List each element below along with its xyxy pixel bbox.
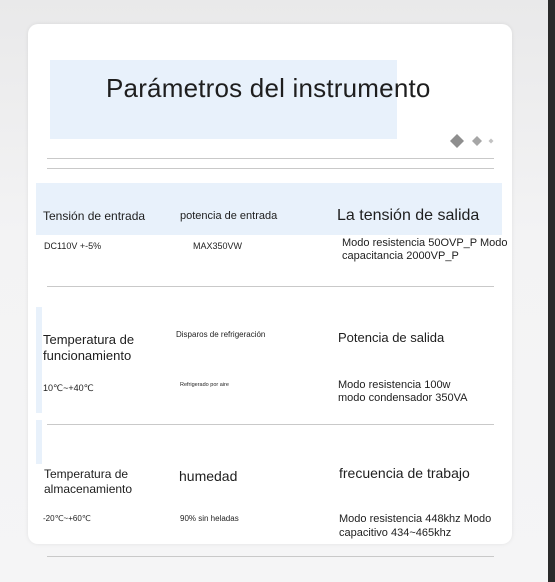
row3-humidity-label: humedad [179, 468, 238, 484]
row2-output-power-value-line2: modo condensador 350VA [338, 392, 468, 404]
row1-output-voltage-value: Modo resistencia 50OVP_P Modo capacitancia 2000VP_P [342, 237, 508, 262]
row2-divider [47, 424, 494, 425]
row2-operating-temp-value: 10℃~+40℃ [43, 383, 94, 393]
row3-humidity-value: 90% sin heladas [180, 514, 239, 523]
row2-output-power-label: Potencia de salida [338, 330, 445, 345]
row1-input-power-label: potencia de entrada [180, 210, 278, 222]
row3-storage-temp-label: Temperatura de almacenamiento [44, 467, 133, 496]
row2-operating-temp-label: Temperatura de funcionamiento [43, 332, 135, 363]
window-edge [548, 0, 555, 582]
diamond-small-icon [489, 139, 494, 144]
row1-output-voltage-label: La tensión de salida [337, 207, 480, 224]
row1-input-voltage-value: DC110V +-5% [44, 241, 102, 251]
row3-frequency-label: frecuencia de trabajo [339, 465, 470, 481]
row3-divider [47, 556, 494, 557]
diamond-decoration-icon [450, 134, 496, 148]
diamond-medium-icon [472, 136, 482, 146]
row2-side-band [36, 307, 42, 413]
page-title: Parámetros del instrumento [106, 73, 431, 103]
diamond-large-icon [450, 134, 464, 148]
row2-cooling-label: Disparos de refrigeración [176, 330, 266, 339]
row1-input-power-value: MAX350VW [193, 241, 243, 251]
divider-top-1 [47, 158, 494, 159]
row3-side-band [36, 420, 42, 464]
row2-cooling-value: Refrigerado por aire [180, 382, 229, 388]
row1-input-voltage-label: Tensión de entrada [43, 209, 146, 223]
row3-frequency-value: Modo resistencia 448khz Modo capacitivo 434~465khz [339, 513, 492, 539]
row2-output-power-value-line1: Modo resistencia 100w [338, 379, 451, 391]
row1-divider [47, 286, 494, 287]
row3-storage-temp-value: -20℃~+60℃ [43, 514, 91, 523]
divider-top-2 [47, 168, 494, 169]
